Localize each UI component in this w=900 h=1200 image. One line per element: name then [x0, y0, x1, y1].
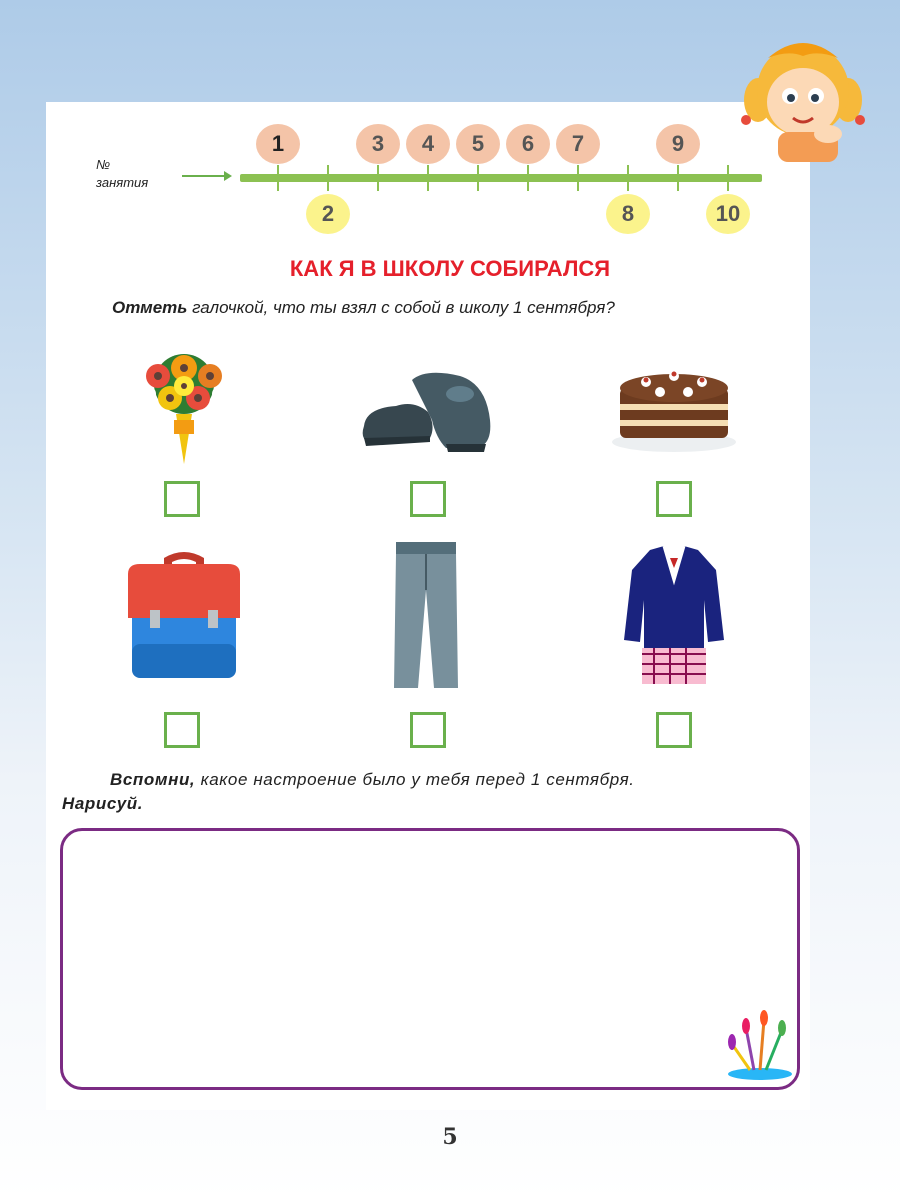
timeline-tick	[577, 165, 579, 191]
recall-rest-text: какое настроение было у тебя перед 1 сентября.	[195, 770, 635, 789]
instruction-text	[112, 298, 615, 318]
cake-icon	[610, 358, 738, 454]
lesson-circle: 1	[256, 124, 300, 164]
recall-bold-text: Вспомни,	[110, 770, 196, 789]
trousers-icon	[388, 540, 464, 690]
instruction-rest: галочкой, что ты взял с собой в школу 1 сентября?	[187, 298, 615, 317]
checkbox-bouquet[interactable]	[164, 481, 200, 517]
girl-mascot-icon	[728, 28, 878, 168]
checkbox-shoes[interactable]	[410, 481, 446, 517]
lesson-circle: 6	[506, 124, 550, 164]
bouquet-icon	[126, 344, 242, 472]
drawing-area[interactable]	[60, 828, 800, 1090]
checkbox-school-bag[interactable]	[164, 712, 200, 748]
timeline-tick	[427, 165, 429, 191]
lesson-circle: 10	[706, 194, 750, 234]
timeline-tick	[277, 165, 279, 191]
lesson-circle: 9	[656, 124, 700, 164]
lesson-label-line1: №	[96, 157, 111, 172]
page-title: КАК Я В ШКОЛУ СОБИРАЛСЯ	[289, 256, 611, 281]
timeline-tick	[727, 165, 729, 191]
checkbox-trousers[interactable]	[410, 712, 446, 748]
checkbox-cake[interactable]	[656, 481, 692, 517]
timeline-tick	[627, 165, 629, 191]
lesson-label-line2: занятия	[96, 175, 149, 190]
lesson-circle: 3	[356, 124, 400, 164]
lesson-timeline	[240, 174, 762, 182]
timeline-tick	[377, 165, 379, 191]
timeline-tick	[677, 165, 679, 191]
arrow-right-icon	[182, 175, 230, 177]
lesson-number-label	[96, 156, 148, 192]
timeline-tick	[527, 165, 529, 191]
instruction-bold: Отметь	[112, 298, 188, 317]
lesson-circle: 7	[556, 124, 600, 164]
lesson-circle: 4	[406, 124, 450, 164]
school-bag-icon	[124, 548, 244, 680]
lesson-circle: 8	[606, 194, 650, 234]
lesson-circle: 5	[456, 124, 500, 164]
draw-bold-text: Нарисуй.	[62, 794, 144, 813]
school-uniform-icon	[620, 540, 728, 690]
paint-brushes-icon	[724, 1008, 794, 1080]
lesson-circle: 2	[306, 194, 350, 234]
timeline-tick	[327, 165, 329, 191]
recall-instruction	[62, 768, 802, 816]
shoes-icon	[356, 360, 498, 456]
page-number: 5	[442, 1124, 458, 1150]
checkbox-school-uniform[interactable]	[656, 712, 692, 748]
timeline-tick	[477, 165, 479, 191]
